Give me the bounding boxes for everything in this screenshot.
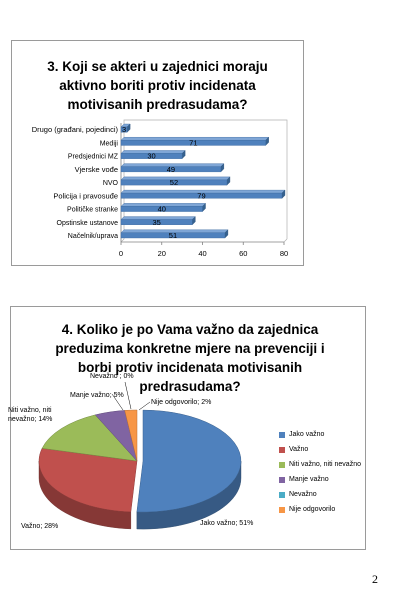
pie-chart-title-line: 4. Koliko je po Vama važno da zajednica: [61, 322, 319, 337]
category-label: Vjerske vođe: [74, 164, 118, 174]
category-label: Opstinske ustanove: [56, 219, 118, 227]
legend-item: [279, 487, 361, 502]
data-label: 49: [166, 164, 176, 174]
leader-line: [125, 382, 131, 409]
legend-swatch: [279, 507, 285, 513]
pie-data-label: nevažno; 14%: [8, 416, 53, 423]
legend-swatch: [279, 432, 285, 438]
legend-label: Važno: [289, 446, 309, 453]
data-label: 30: [147, 151, 156, 161]
pie-data-label: Niti važno, niti: [8, 407, 52, 414]
bar-chart-title-line: aktivno boriti protiv incidenata: [59, 78, 256, 93]
category-label: Načelnik/uprava: [67, 232, 118, 240]
data-label: 79: [197, 191, 206, 201]
data-label: 71: [189, 138, 198, 148]
data-label: 3: [121, 125, 127, 135]
pie-data-label: Nije odgovorilo; 2%: [151, 399, 212, 406]
legend-item: [279, 457, 361, 472]
legend-swatch: [279, 462, 285, 468]
page-number: 2: [372, 572, 378, 586]
legend-swatch: [279, 477, 285, 483]
data-label: 35: [152, 217, 161, 227]
legend-label: Nije odgovorilo: [289, 506, 336, 513]
pie-chart-title-line: preduzima konkretne mjere na prevenciji i: [55, 341, 325, 356]
pie-legend: [279, 427, 361, 517]
data-label: 52: [169, 178, 179, 188]
category-label: Policija i pravosuđe: [53, 191, 118, 201]
legend-label: Niti važno, niti nevažno: [289, 461, 361, 468]
pie-chart-title-line: predrasudama?: [139, 379, 241, 394]
legend-label: Jako važno: [289, 431, 325, 438]
bar-chart-title-line: 3. Koji se akteri u zajednici moraju: [47, 59, 268, 74]
category-label: Mediji: [99, 140, 118, 148]
legend-swatch: [279, 492, 285, 498]
pie-data-label: Nevažno ; 0%: [90, 373, 134, 380]
pie-data-label: Jako važno; 51%: [200, 520, 254, 527]
leader-line: [139, 402, 150, 410]
legend-swatch: [279, 447, 285, 453]
category-label: Predsjednici MZ: [67, 153, 118, 161]
legend-label: Manje važno: [289, 476, 329, 483]
category-label: Drugo (građani, pojedinci): [31, 125, 118, 135]
data-label: 51: [168, 230, 178, 240]
legend-label: Nevažno: [289, 491, 317, 498]
pie-data-label: Važno; 28%: [21, 523, 59, 530]
legend-item: [279, 502, 361, 517]
x-tick-label: 80: [279, 249, 289, 258]
x-tick-label: 40: [198, 249, 207, 258]
x-tick-label: 20: [157, 249, 166, 258]
pie-chart-title-line: borbi protiv incidenata motivisanih: [77, 360, 303, 375]
data-label: 40: [157, 204, 166, 214]
pie-data-label: Manje važno; 5%: [70, 392, 124, 399]
bar-chart-title-line: motivisanih predrasudama?: [67, 97, 248, 112]
legend-item: [279, 442, 361, 457]
legend-item: [279, 427, 361, 442]
x-tick-label: 60: [239, 249, 248, 258]
legend-item: [279, 472, 361, 487]
category-label: NVO: [102, 180, 118, 188]
x-tick-label: 0: [118, 249, 124, 258]
category-label: Političke stranke: [67, 206, 118, 214]
